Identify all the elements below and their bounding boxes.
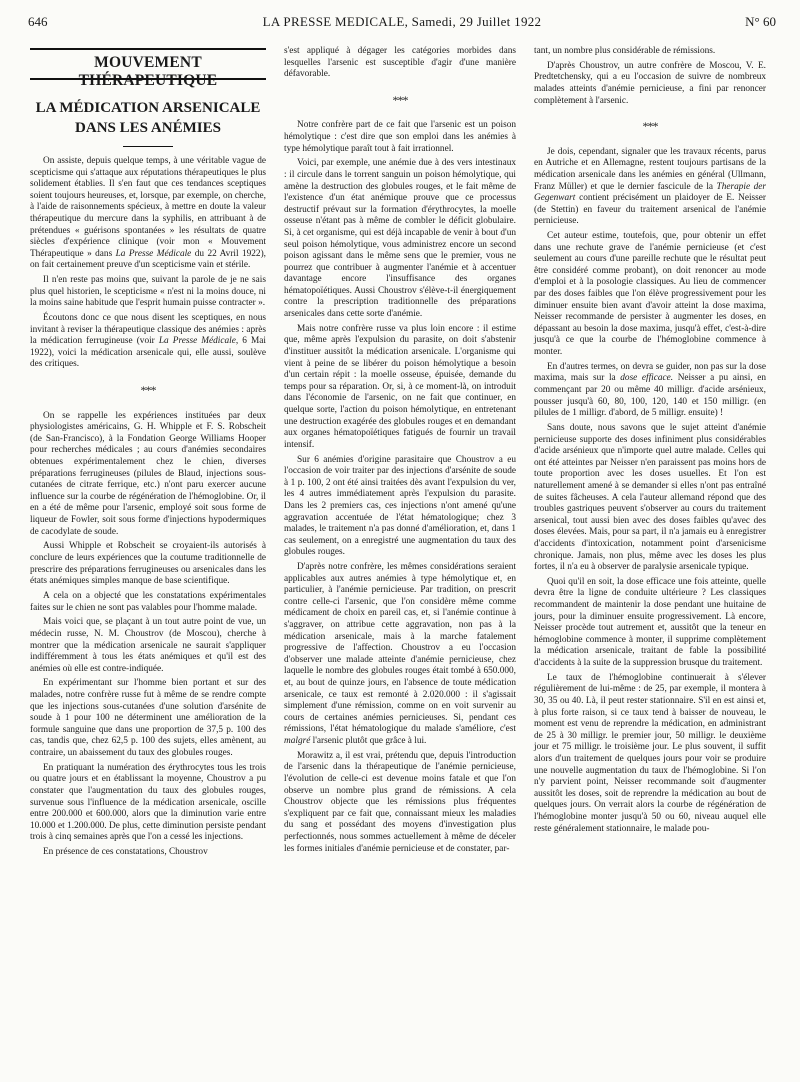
paragraph: Il n'en reste pas moins que, suivant la parole de je ne sais plus quel historien, le scepticisme « n'est ni la moins douce, ni la moins saine habitude que l'esprit humain puisse contracter ». bbox=[30, 275, 266, 309]
paragraph: Mais voici que, se plaçant à un tout autre point de vue, un médecin russe, N. M. Choustrov (de Moscou), cherche à montrer que la médication arsenicale ne saurait s'appliquer indifféremment à tous les états anémiques et qu'il est des anémies où elle est contre-indiquée. bbox=[30, 617, 266, 674]
paragraph: Sur 6 anémies d'origine parasitaire que Choustrov a eu l'occasion de voir traiter par des injections d'arsénite de soude à 1 p. 100, 2 ont été ainsi traitées dès avant l'expulsion du ver, les 4 autres immédiatement après l'expulsion du parasite. Dans les 2 premiers cas, ces injections n'ont amené qu'une aggravation accentuée de l'état hématologique; chez 3 malades, le traitement n'a pas donné d'amélioration, et, dans 1 cas seulement, on a enregistré une augmentation du taux des globules rouges. bbox=[284, 454, 516, 558]
paragraph: En d'autres termes, on devra se guider, non pas sur la dose maxima, mais sur la dose efficace. Neisser a pu ainsi, en commençant par 20 ou même 40 milligr. d'acide arsénieux, pousser jusqu'à 60, 80, 100, 120, 140 et 150 milligr. (en pilules de 1 milligr. d'abord, de 5 milligr. ensuite) ! bbox=[534, 361, 767, 419]
rubric-top-rule bbox=[30, 48, 266, 50]
paragraph: On assiste, depuis quelque temps, à une véritable vague de scepticisme qui s'attaque aux réputations thérapeutiques le plus solidement établies. Il s'en faut que ces tendances sceptiques soient toujours heureuses, et, lorsque, par exemple, on cherche, à l'aide de raisonnements spécieux, à mettre en doute la valeur thérapeutique du mercure dans la syphilis, en attribuant à de prétendues « guérisons spontanées » les résultats de quatre siècles d'expérience clinique (voir mon « Mouvement Thérapeutique » dans La Presse Médicale du 22 Avril 1922), on fait certainement preuve d'un scepticisme vain et stérile. bbox=[30, 156, 267, 271]
rubric-bottom-rule bbox=[30, 78, 266, 80]
journal-title: LA PRESSE MEDICALE, Samedi, 29 Juillet 1922 bbox=[262, 14, 542, 29]
paragraph: D'après Choustrov, un autre confrère de Moscou, V. E. Predtetchensky, qui a eu l'occasion de suivre de nombreux malades atteints d'anémie pernicieuse, a fini par renoncer complètement à l'arsenic. bbox=[534, 60, 766, 106]
paragraph: s'est appliqué à dégager les catégories morbides dans lesquelles l'arsenic est susceptible d'agir d'une manière défavorable. bbox=[284, 46, 516, 80]
article-title-line2: DANS LES ANÉMIES bbox=[75, 120, 221, 136]
page-number: 646 bbox=[28, 14, 48, 29]
paragraph: Je dois, cependant, signaler que les travaux récents, parus en Autriche et en Allemagne, restent toujours partisans de la médication arsenicale dans les anémies en général (Ullmann, Franz Müller) et que le dernier fascicule de la Therapie der Gegenwart contient précisément un plaidoyer de E. Neisser (de Stettin) en faveur du traitement arsenical de l'anémie pernicieuse. bbox=[534, 146, 767, 227]
paragraph: A cela on a objecté que les constatations expérimentales faites sur le chien ne sont pas valables pour l'homme malade. bbox=[30, 590, 266, 613]
paragraph: Mais notre confrère russe va plus loin encore : il estime que, même après l'expulsion du parasite, on doit s'abstenir d'instituer aussitôt la médication arsenicale. L'organisme qui vient à peine de se libérer du poison hémolytique a besoin d'un certain répit : la moelle osseuse, épuisée, demande du temps pour sa réparation. Or, si, à ce moment-là, on introduit dans l'économie de l'arsenic, on ne fait que continuer, en quelque sorte, l'action du poison hémolytique, en entretenant une destruction exagérée des globules rouges et en demandant aux organes hématopoïétiques fatigués de fournir un travail intensif. bbox=[284, 323, 516, 450]
asterism: *** bbox=[140, 383, 156, 398]
article-title bbox=[30, 98, 266, 138]
column-2 bbox=[284, 46, 516, 858]
title-separator-rule bbox=[123, 146, 173, 147]
paragraph: En présence de ces constatations, Choustrov bbox=[43, 847, 208, 858]
article-title-line1: LA MÉDICATION ARSENICALE bbox=[35, 100, 261, 116]
paragraph: tant, un nombre plus considérable de rémissions. bbox=[534, 46, 716, 56]
asterism: *** bbox=[392, 92, 408, 107]
asterism: *** bbox=[642, 119, 658, 134]
column-3 bbox=[534, 46, 766, 838]
section-rubric: MOUVEMENT THÉRAPEUTIQUE bbox=[78, 54, 218, 89]
paragraph: Sans doute, nous savons que le sujet atteint d'anémie pernicieuse supporte des doses infiniment plus considérables d'acide arsénieux que n'importe quel autre malade. Celles qui ont été atteintes par Neisser n'en paraissent pas moins hors de toute proportion avec les doses usuelles. Et l'on est naturellement amené à se demander si elles n'ont pas entraîné de suites fâcheuses. A cela l'auteur allemand répond que des troubles gastriques peuvent s'observer au cours du traitement arsenical, tout aussi bien avec des doses faibles qu'avec des doses élevées. Mais, pour sa part, il n'a jamais eu à enregistrer d'accidents d'intoxication, notamment point d'arsenicisme chronique. Jamais, non plus, même avec les doses les plus fortes, il n'a eu à observer de paralysie arsenicale typique. bbox=[534, 422, 766, 573]
paragraph: Aussi Whipple et Robscheit se croyaient-ils autorisés à conclure de leurs expériences que la coutume traditionnelle de prescrire des préparations ferrugineuses ou arsenicales dans les états anémiques simples manque de base scientifique. bbox=[30, 541, 266, 587]
paragraph: Cet auteur estime, toutefois, que, pour obtenir un effet dans une rechute grave de l'anémie pernicieuse (et c'est seulement au cours d'une pareille rechute que le résultat peut être considéré comme probant), on doit renoncer au mode d'emploi et à la posologie classiques. Au lieu de commencer par des doses faibles que l'on élève progressivement pour les diminuer ensuite bien avant d'avoir atteint la dose maxima, Neisser recommande de persister à augmenter les doses, en dépassant au besoin la dose maxima, jusqu'à effet, c'est-à-dire jusqu'à ce que la courbe de l'hémoglobine commence à monter. bbox=[534, 231, 766, 358]
paragraph: Le taux de l'hémoglobine continuerait à s'élever régulièrement de lui-même : de 25, par exemple, il montera à 30, 35 ou 40. Là, il peut rester stationnaire. S'il en est ainsi et, à plus forte raison, si ce taux tend à baisser de nouveau, le moment est venu de reprendre la médication, en administrant de 25 à 30 milligr. le premier jour, 50 milligr. le deuxième jour et 75 milligr. le troisième jour. Le plus souvent, il suffit alors d'un traitement de quelques jours pour voir se produire une nouvelle augmentation du taux de l'hémoglobine. Si l'on n'y parvient point, Neisser recommande soit d'augmenter aussitôt les doses, soit de reprendre la médication au bout de quelques jours. On verrait alors la courbe de régénération de l'hémoglobine monter jusqu'à 50 ou 60, niveau auquel elle reste généralement stationnaire, le malade pou- bbox=[534, 672, 766, 834]
paragraph: Voici, par exemple, une anémie due à des vers intestinaux : il circule dans le torrent sanguin un poison hémolytique, qui amène la destruction des globules rouges, et le fait même de l'existence d'un état anémique prouve que ce processus destructif prévaut sur la formation d'érythrocytes, la moelle osseuse n'étant pas à même de combler le déficit globulaire. Si, à cet organisme, qui est déjà incapable de venir à bout d'un seul poison hémolytique, vous administrez encore un second poison agissant dans le même sens que le premier, vous ne pourrez que contribuer à augmenter l'anémie et à accentuer davantage encore l'insuffisance des organes hématopoïétiques. Aussi Choustrov s'élève-t-il énergiquement contre la prescription traditionnelle des préparations arsenicales dans cette sorte d'anémie. bbox=[284, 158, 516, 320]
running-header bbox=[28, 14, 776, 32]
paragraph: Morawitz a, il est vrai, prétendu que, depuis l'introduction de l'arsenic dans la thérapeutique de l'anémie pernicieuse, l'évolution de celle-ci est devenue moins fatale et que l'on observe un nombre plus grand de rémissions. A cela Choustrov objecte que les rémissions plus fréquentes s'expliquent par ce fait que, connaissant mieux les maladies du sang et possédant des moyens d'investigation plus perfectionnés, nous sommes actuellement à même de déceler les formes initiales d'anémie pernicieuse et de constater, par- bbox=[284, 750, 516, 854]
paragraph: D'après notre confrère, les mêmes considérations seraient applicables aux autres anémies à type hémolytique et, en particulier, à l'anémie pernicieuse. Par tradition, on prescrit contre celle-ci l'arsenic, que l'on considère même comme médicament de choix en pareil cas, et, si l'anémie continue à s'aggraver, on attribue cette aggravation, non pas à la médication arsenicale, mais à la marche fatalement progressive de l'affection. Choustrov a eu l'occasion d'observer une malade atteinte d'anémie pernicieuse, chez laquelle le nombre des globules rouges était tombé à 650.000, et, au bout de quinze jours, en l'absence de toute médication arsenicale, ce taux est remonté à 2.020.000 : il s'agissait simplement d'une rémission, comme on en voit survenir au cours de certaines anémies pernicieuses. Si, pendant ces rémissions, l'état hématologique du malade s'améliore, c'est malgré l'arsenic plutôt que grâce à lui. bbox=[284, 562, 516, 746]
paragraph: En expérimentant sur l'homme bien portant et sur des malades, notre confrère russe fut à même de se rendre compte que les injections sous-cutanées d'une solution d'arsénite de soude à 1 pour 100 ne déterminent une amélioration de la formule sanguine que dans une proportion de 37,5 p. 100 des cas, tandis que, chez 62,5 p. 100 des sujets, elles amènent, au contraire, un abaissement du taux des globules rouges. bbox=[30, 678, 266, 759]
paragraph: Écoutons donc ce que nous disent les sceptiques, en nous invitant à reviser la thérapeutique classique des anémies : après la médication ferrugineuse (voir La Presse Médicale, 6 Mai 1922), voici la médication arsenicale qui, elle aussi, soulève des critiques. bbox=[30, 313, 266, 370]
paragraph: En pratiquant la numération des érythrocytes tous les trois ou quatre jours et en établissant la moyenne, Choustrov a pu constater que l'augmentation du taux des globules rouges, survenue sous l'influence de la médication arsenicale, oscille entre 200.000 et 600.000, alors que la diminution varie entre 10.000 et 1.200.000. De plus, cette diminution persiste pendant trois à cinq semaines après que l'on a cessé les injections. bbox=[30, 762, 266, 843]
paragraph: Quoi qu'il en soit, la dose efficace une fois atteinte, quelle devra être la ligne de conduite ultérieure ? Les classiques recommandent de maintenir la dose pendant une huitaine de jours, pour la diminuer ensuite progressivement. Là encore, Neisser procède tout autrement et, aussitôt que la teneur en hémoglobine commence à monter, il supprime complètement la médication arsenicale, traitant de fable la possibilité d'accidents à la suite de la suppression brusque du traitement. bbox=[534, 576, 766, 669]
issue-number: N° 60 bbox=[745, 14, 776, 29]
paragraph: Notre confrère part de ce fait que l'arsenic est un poison hémolytique : c'est dire que son emploi dans les anémies à type hémolytique paraît tout à fait irrationnel. bbox=[284, 120, 516, 154]
paragraph: On se rappelle les expériences instituées par deux physiologistes américains, G. H. Whipple et F. S. Robscheit (de San-Francisco), à la Fondation George Williams Hooper pour recherches médicales ; au cours d'anémies secondaires obtenues expérimentalement chez le chien, diverses préparations ferrugineuses (pilules de Blaud, injections sous-cutanées de citrate ferrique, etc.) n'ont paru exercer aucune influence sur la courbe de régénération de l'hémoglobine. Or, il en a été de même pour l'arsenic, employé soit sous forme de liqueur de Fowler, soit sous forme d'injections hypodermiques de cacodylate de soude. bbox=[30, 410, 266, 537]
